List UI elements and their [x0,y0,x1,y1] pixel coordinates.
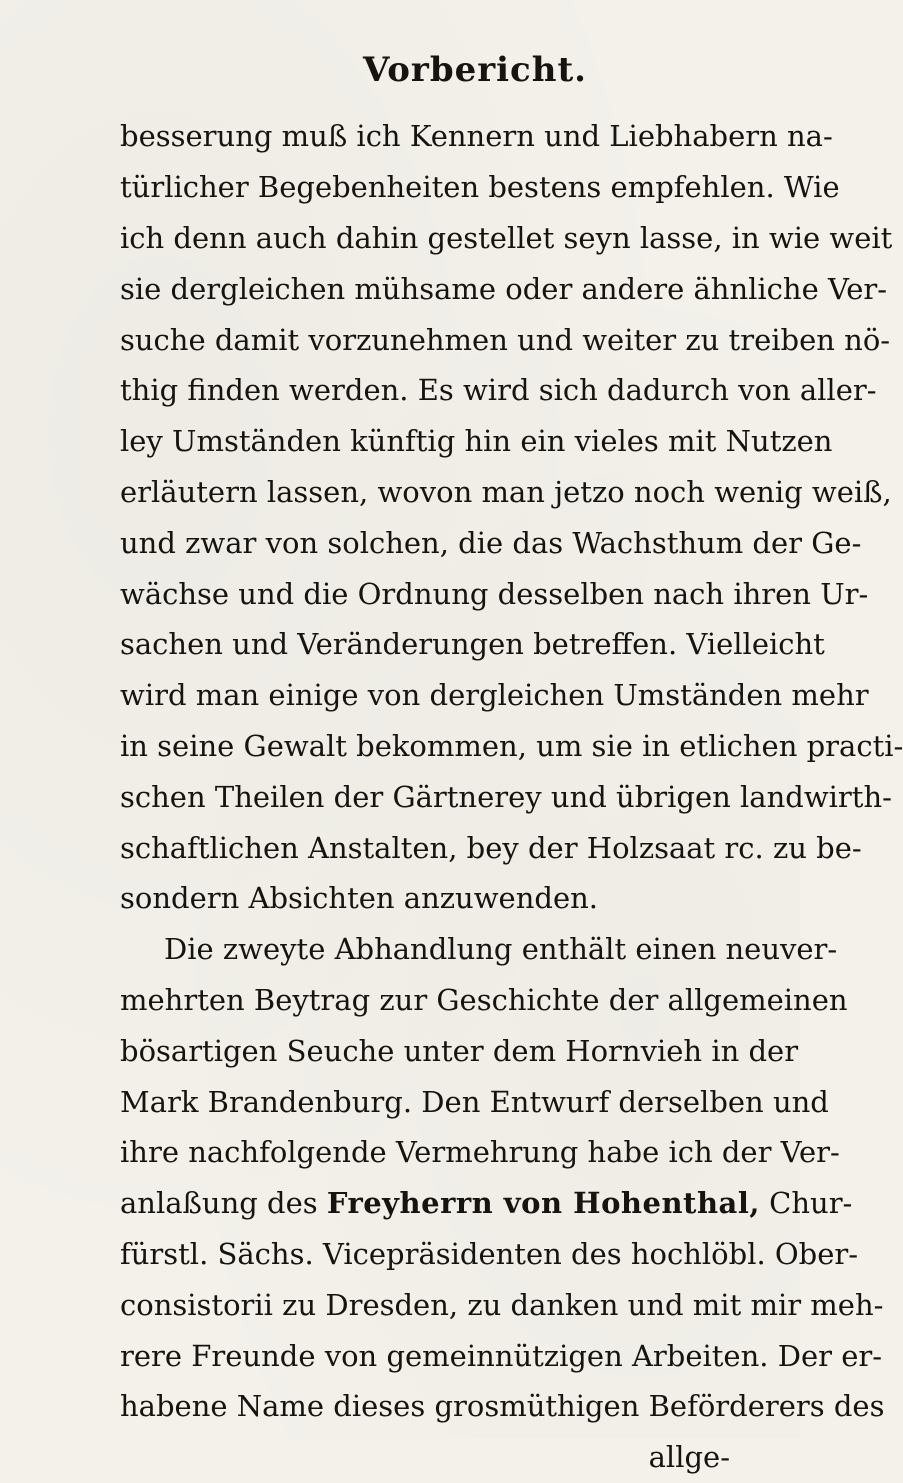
text-line: fürstl. Sächs. Vicepräsidenten des hochlöbl. Ober- [120,1236,859,1271]
text-line: ihre nachfolgende Vermehrung habe ich der Ver- [120,1135,840,1170]
text-line: sie dergleichen mühsame oder andere ähnliche Ver- [120,271,888,306]
body-text [120,111,903,1483]
text-line: habene Name dieses grosmüthigen Beförderers des [120,1389,885,1424]
text-line: sondern Absichten anzuwenden. [120,881,599,916]
text-line: wächse und die Ordnung desselben nach ihren Ur- [120,576,869,611]
text-fragment: anlaßung des [120,1186,327,1221]
text-line: Die zweyte Abhandlung enthält einen neuver- [164,932,838,967]
text-line: thig finden werden. Es wird sich dadurch von aller- [120,373,877,408]
emphasized-name: Freyherrn von Hohenthal, [326,1186,760,1221]
catchword: allge- [648,1440,730,1475]
page-header-title: Vorbericht. [362,50,588,90]
text-line-with-name [120,1178,853,1229]
text-line: consistorii zu Dresden, zu danken und mit mir meh- [120,1287,884,1322]
text-line: besserung muß ich Kennern und Liebhabern na- [120,119,833,154]
text-line: schaftlichen Anstalten, bey der Holzsaat rc. zu be- [120,830,862,865]
paragraph-1 [120,111,903,924]
text-line: ley Umständen künftig hin ein vieles mit Nutzen [120,424,833,459]
text-line: rere Freunde von gemeinnützigen Arbeiten. Der er- [120,1338,883,1373]
text-line: und zwar von solchen, die das Wachsthum der Ge- [120,525,862,560]
text-line: ich denn auch dahin gestellet seyn lasse, in wie weit [120,220,893,255]
text-line: sachen und Veränderungen betreffen. Vielleicht [120,627,825,662]
text-line: in seine Gewalt bekommen, um sie in etlichen practi- [120,728,903,763]
text-line: schen Theilen der Gärtnerey und übrigen landwirth- [120,779,892,814]
text-fragment: Chur- [759,1186,853,1221]
text-line: bösartigen Seuche unter dem Hornvieh in der [120,1033,799,1068]
text-line: wird man einige von dergleichen Umständen mehr [120,678,869,713]
text-line: Mark Brandenburg. Den Entwurf derselben und [120,1084,829,1119]
text-line: erläutern lassen, wovon man jetzo noch wenig weiß, [120,474,892,509]
paragraph-2 [120,924,885,1432]
text-line: türlicher Begebenheiten bestens empfehlen. Wie [120,170,840,205]
text-line: suche damit vorzunehmen und weiter zu treiben nö- [120,322,891,357]
text-line: mehrten Beytrag zur Geschichte der allgemeinen [120,982,848,1017]
